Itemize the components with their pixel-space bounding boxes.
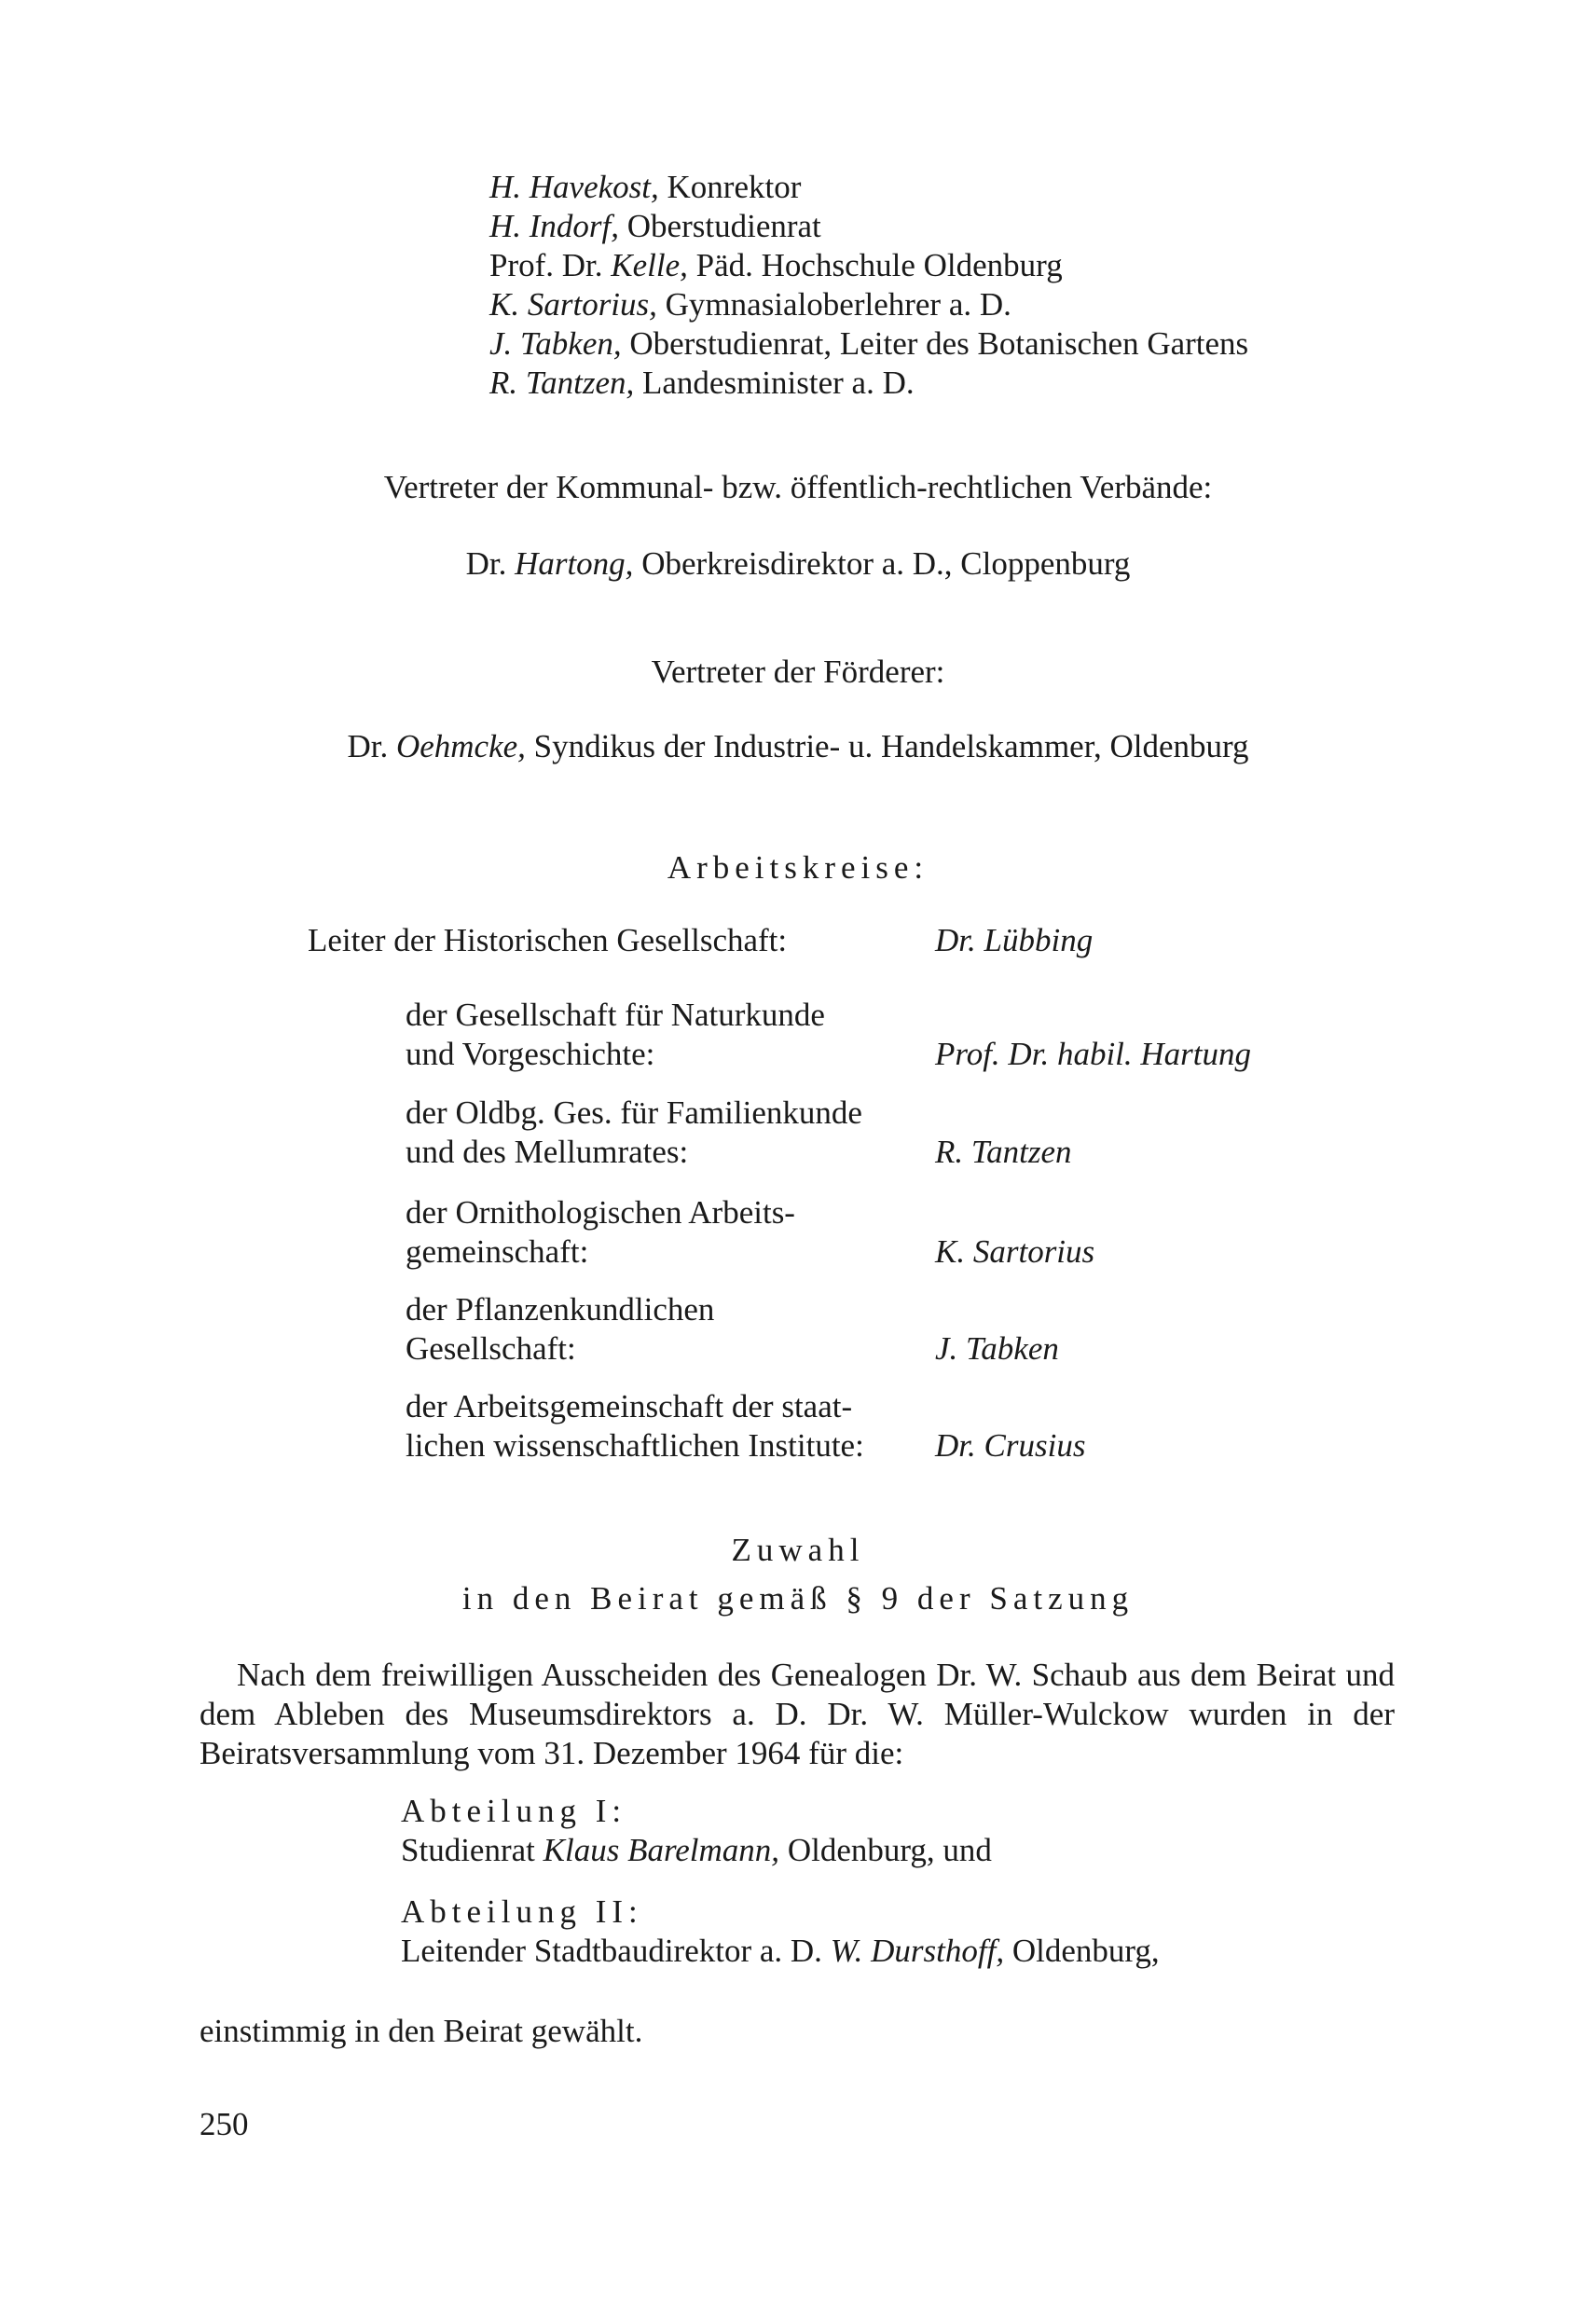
abteilung-prefix: Studienrat [401, 1832, 543, 1868]
member-role: Landesminister a. D. [634, 365, 915, 401]
kommunal-name: Hartong, [515, 545, 634, 582]
arbeitskreis-label-line: der Arbeitsgemeinschaft der staat- [406, 1388, 853, 1424]
arbeitskreise-heading: Arbeitskreise: [667, 849, 929, 886]
member-name: Kelle, [611, 247, 688, 283]
arbeitskreis-label-line: der Gesellschaft für Naturkunde [406, 997, 825, 1033]
arbeitskreis-label-line: lichen wissenschaftlichen Institute: [406, 1427, 864, 1464]
kommunal-entry [0, 544, 1596, 584]
abteilung-label: Abteilung II: [401, 1893, 643, 1930]
arbeitskreis-label [406, 1387, 864, 1466]
arbeitskreis-label-line: gemeinschaft: [406, 1233, 589, 1270]
arbeitskreis-label-line: der Ornithologischen Arbeits- [406, 1194, 795, 1231]
abteilung-name: Klaus Barelmann, [543, 1832, 780, 1868]
member-line [489, 246, 1248, 285]
arbeitskreis-label [406, 1094, 862, 1172]
member-name: R. Tantzen, [489, 365, 635, 401]
member-list [489, 168, 1248, 403]
zuwahl-subheading: in den Beirat gemäß § 9 der Satzung [461, 1580, 1135, 1617]
abteilung-name: W. Dursthoff, [830, 1933, 1005, 1969]
arbeitskreis-leader: K. Sartorius [935, 1233, 1095, 1270]
foerderer-prefix: Dr. [347, 728, 396, 764]
foerderer-name: Oehmcke, [395, 728, 526, 764]
member-role: Päd. Hochschule Oldenburg [687, 247, 1063, 283]
foerderer-entry [0, 727, 1596, 766]
member-name: J. Tabken, [489, 325, 622, 362]
member-line [489, 364, 1248, 403]
arbeitskreis-label [406, 1290, 714, 1369]
zuwahl-heading: Zuwahl [731, 1532, 865, 1568]
kommunal-rest: Oberkreisdirektor a. D., Cloppenburg [633, 545, 1131, 582]
arbeitskreis-leader: J. Tabken [935, 1330, 1059, 1367]
arbeitskreis-label [406, 996, 825, 1074]
member-line [489, 324, 1248, 364]
arbeitskreis-label-line: der Pflanzenkundlichen [406, 1291, 715, 1328]
arbeitskreis-label: Leiter der Historischen Gesellschaft: [308, 922, 788, 958]
abteilung-block [401, 1792, 992, 1870]
member-role: Konrektor [658, 169, 802, 205]
member-line [489, 285, 1248, 324]
arbeitskreis-leader: Dr. Crusius [935, 1427, 1086, 1464]
member-line [489, 168, 1248, 207]
member-prefix: Prof. Dr. [489, 247, 612, 283]
arbeitskreis-leader: Prof. Dr. habil. Hartung [935, 1036, 1252, 1072]
member-name: K. Sartorius, [489, 286, 657, 323]
page-number: 250 [200, 2106, 249, 2142]
arbeitskreis-label-line: Gesellschaft: [406, 1330, 576, 1367]
kommunal-heading: Vertreter der Kommunal- bzw. öffentlich-rechtlichen Verbände: [383, 469, 1213, 505]
arbeitskreis-leader: R. Tantzen [935, 1134, 1072, 1170]
member-name: H. Havekost, [489, 169, 659, 205]
abteilung-member [401, 1932, 1160, 1971]
member-name: H. Indorf, [489, 208, 620, 244]
abteilung-prefix: Leitender Stadtbaudirektor a. D. [401, 1933, 831, 1969]
member-role: Gymnasialoberlehrer a. D. [656, 286, 1011, 323]
abteilung-block [401, 1892, 1160, 1971]
arbeitskreis-leader: Dr. Lübbing [935, 922, 1094, 958]
foerderer-heading: Vertreter der Förderer: [651, 654, 945, 690]
kommunal-prefix: Dr. [465, 545, 516, 582]
arbeitskreis-label-line: der Oldbg. Ges. für Familienkunde [406, 1094, 862, 1131]
closing-line: einstimmig in den Beirat gewählt. [200, 2013, 643, 2049]
member-role: Oberstudienrat, Leiter des Botanischen Gartens [621, 325, 1249, 362]
abteilung-label: Abteilung I: [401, 1793, 627, 1829]
member-role: Oberstudienrat [619, 208, 821, 244]
abteilung-rest: Oldenburg, und [779, 1832, 992, 1868]
zuwahl-paragraph: Nach dem freiwilligen Ausscheiden des Genealogen Dr. W. Schaub aus dem Beirat und dem Ableben des Museumsdirektors a. D. Dr. W. Müller-Wulckow wurden in der Beiratsversammlung vom 31. Dezember 1964 für die: [200, 1657, 1395, 1771]
arbeitskreis-label-line: und Vorgeschichte: [406, 1036, 655, 1072]
arbeitskreis-label [406, 1193, 795, 1272]
member-line [489, 207, 1248, 246]
arbeitskreis-label-line: und des Mellumrates: [406, 1134, 689, 1170]
abteilung-member [401, 1831, 992, 1870]
foerderer-rest: Syndikus der Industrie- u. Handelskammer, Oldenburg [525, 728, 1249, 764]
abteilung-rest: Oldenburg, [1004, 1933, 1160, 1969]
